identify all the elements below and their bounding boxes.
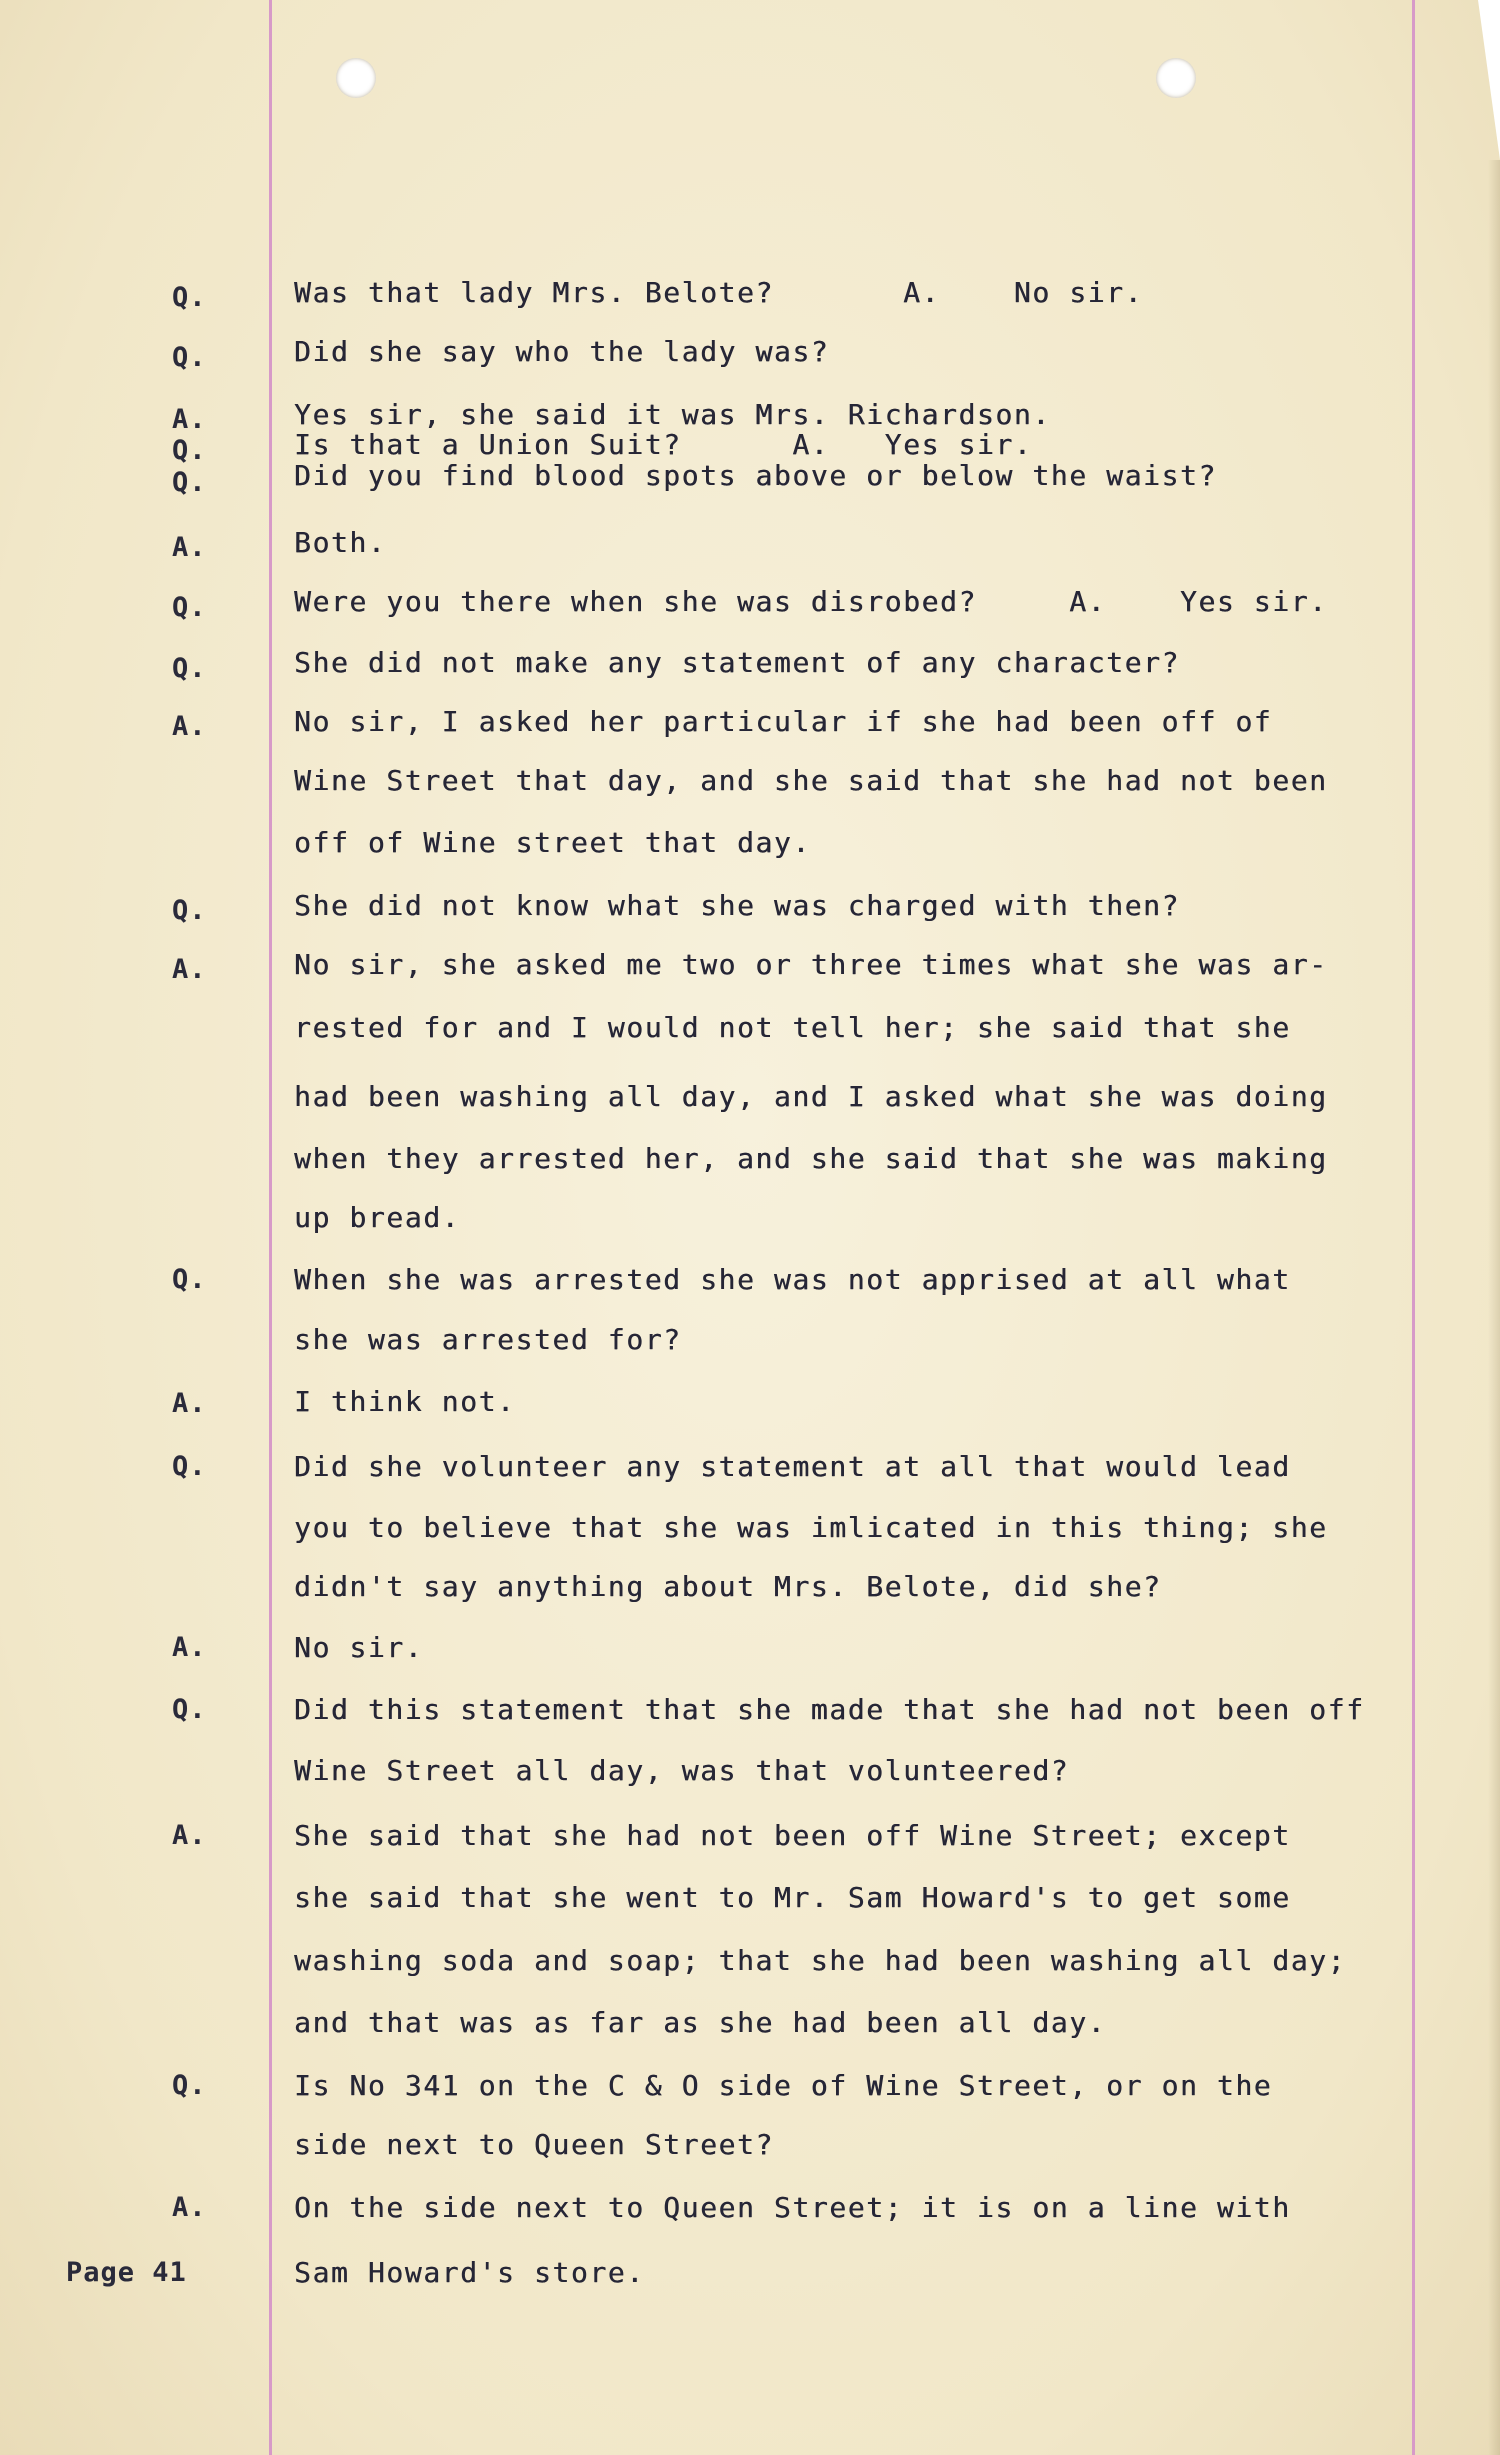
transcript-line: you to believe that she was imlicated in this thing; she	[294, 1511, 1328, 1544]
speaker-marker: A.	[172, 1632, 207, 1663]
speaker-marker: Q.	[172, 467, 207, 498]
transcript-line: Yes sir, she said it was Mrs. Richardson.	[294, 398, 1051, 431]
transcript-line: Is No 341 on the C & O side of Wine Street, or on the	[294, 2069, 1273, 2102]
transcript-line: off of Wine street that day.	[294, 826, 811, 859]
transcript-line: Sam Howard's store.	[294, 2256, 645, 2289]
transcript-line: No sir, she asked me two or three times what she was ar-	[294, 948, 1328, 981]
speaker-marker: Q.	[172, 282, 207, 313]
transcript-line: Were you there when she was disrobed? A. Yes sir.	[294, 585, 1328, 618]
speaker-marker: A.	[172, 1820, 207, 1851]
speaker-marker: Q.	[172, 1451, 207, 1482]
transcript-line: up bread.	[294, 1201, 461, 1234]
transcript-line: No sir.	[294, 1631, 424, 1664]
transcript-line: Is that a Union Suit? A. Yes sir.	[294, 428, 1033, 461]
punch-hole-left	[336, 58, 376, 98]
transcript-line: On the side next to Queen Street; it is on a line with	[294, 2191, 1291, 2224]
transcript-line: When she was arrested she was not apprised at all what	[294, 1263, 1291, 1296]
transcript-line: She did not know what she was charged with then?	[294, 889, 1180, 922]
transcript-line: when they arrested her, and she said that she was making	[294, 1142, 1328, 1175]
page-number: Page 41	[66, 2257, 187, 2288]
speaker-marker: A.	[172, 2192, 207, 2223]
speaker-marker: Q.	[172, 1264, 207, 1295]
transcript-line: Did this statement that she made that she had not been off	[294, 1693, 1365, 1726]
transcript-line: she was arrested for?	[294, 1323, 682, 1356]
punch-hole-right	[1156, 58, 1196, 98]
transcript-line: Did she volunteer any statement at all that would lead	[294, 1450, 1291, 1483]
transcript-line: and that was as far as she had been all day.	[294, 2006, 1107, 2039]
transcript-line: Did she say who the lady was?	[294, 335, 830, 368]
speaker-marker: Q.	[172, 592, 207, 623]
speaker-marker: Q.	[172, 895, 207, 926]
transcript-line: didn't say anything about Mrs. Belote, did she?	[294, 1570, 1162, 1603]
transcript-line: Wine Street all day, was that volunteered?	[294, 1754, 1070, 1787]
speaker-marker: A.	[172, 532, 207, 563]
speaker-marker: A.	[172, 711, 207, 742]
transcript-line: No sir, I asked her particular if she had been off of	[294, 705, 1273, 738]
right-margin-rule	[1412, 0, 1415, 2455]
transcript-line: rested for and I would not tell her; she said that she	[294, 1011, 1291, 1044]
speaker-marker: Q.	[172, 2070, 207, 2101]
speaker-marker: A.	[172, 954, 207, 985]
transcript-line: Was that lady Mrs. Belote? A. No sir.	[294, 276, 1144, 309]
transcript-line: Wine Street that day, and she said that she had not been	[294, 764, 1328, 797]
speaker-marker: Q.	[172, 653, 207, 684]
page-edge-shadow	[1488, 160, 1500, 2455]
speaker-marker: Q.	[172, 435, 207, 466]
transcript-line: she said that she went to Mr. Sam Howard's to get some	[294, 1881, 1291, 1914]
transcript-line: had been washing all day, and I asked what she was doing	[294, 1080, 1328, 1113]
transcript-line: washing soda and soap; that she had been washing all day;	[294, 1944, 1347, 1977]
speaker-marker: A.	[172, 404, 207, 435]
transcript-line: Both.	[294, 526, 387, 559]
left-margin-rule	[269, 0, 272, 2455]
transcript-line: She did not make any statement of any character?	[294, 646, 1180, 679]
speaker-marker: Q.	[172, 342, 207, 373]
transcript-line: Did you find blood spots above or below the waist?	[294, 459, 1217, 492]
transcript-line: She said that she had not been off Wine Street; except	[294, 1819, 1291, 1852]
transcript-line: I think not.	[294, 1385, 516, 1418]
folded-corner	[1478, 0, 1500, 160]
speaker-marker: A.	[172, 1388, 207, 1419]
speaker-marker: Q.	[172, 1694, 207, 1725]
transcript-line: side next to Queen Street?	[294, 2128, 774, 2161]
